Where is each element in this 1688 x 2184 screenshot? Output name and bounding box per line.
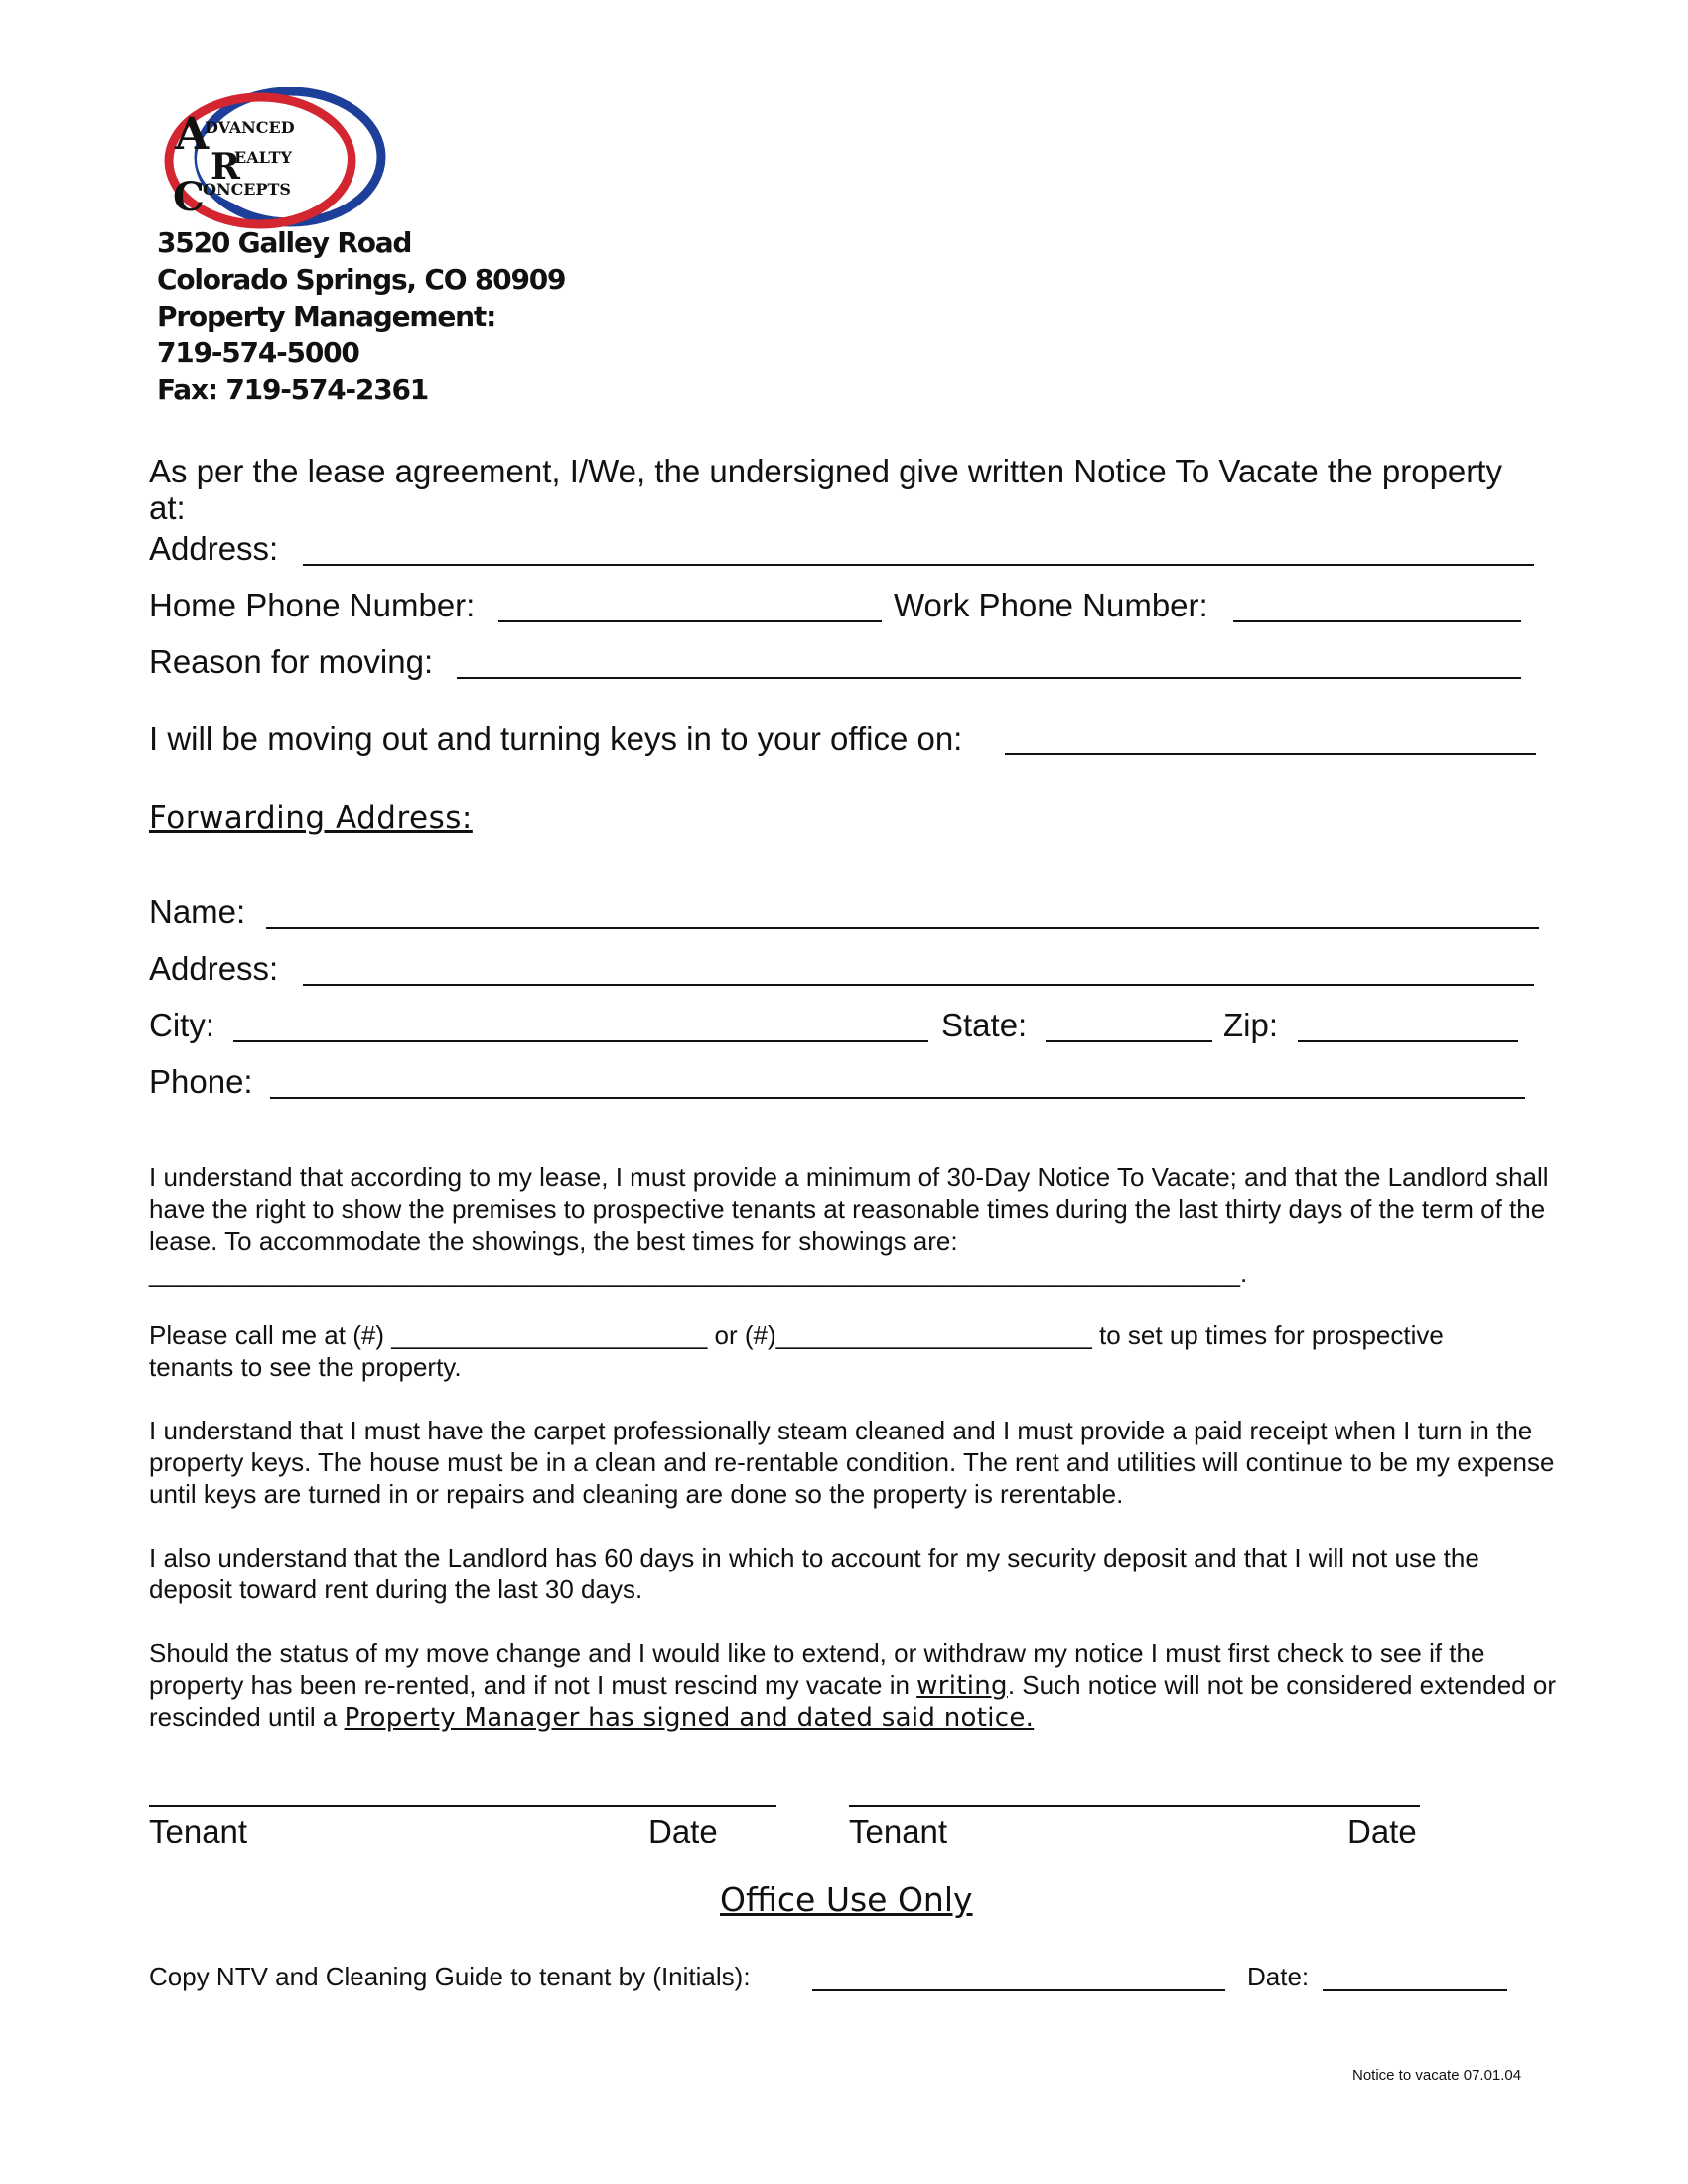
move-out-label: I will be moving out and turning keys in to your office on: [149, 720, 963, 756]
call-text-2: tenants to see the property. [149, 1352, 462, 1382]
svg-text:C: C [173, 174, 205, 220]
showing-paragraph [149, 1161, 1559, 1289]
company-street: 3520 Galley Road [157, 226, 412, 259]
reason-field[interactable] [457, 677, 1521, 679]
tenant2-signature-line[interactable] [849, 1805, 1420, 1807]
company-fax: Fax: 719-574-2361 [157, 373, 429, 406]
tenant1-label: Tenant [149, 1813, 248, 1849]
status-paragraph [149, 1637, 1559, 1734]
svg-text:DVANCED: DVANCED [205, 118, 295, 137]
fwd-zip-field[interactable] [1298, 1040, 1518, 1042]
home-phone-field[interactable] [498, 620, 882, 622]
tenant2-label: Tenant [849, 1813, 948, 1849]
company-city: Colorado Springs, CO 80909 [157, 263, 566, 296]
deposit-paragraph: I also understand that the Landlord has 60 days in which to account for my security deposit and that I will not use the deposit toward rent during the last 30 days. [149, 1543, 1479, 1604]
office-use-heading: Office Use Only [720, 1880, 973, 1919]
intro-text: As per the lease agreement, I/We, the undersigned give written Notice To Vacate the property at: [149, 453, 1502, 526]
address-field[interactable] [303, 564, 1534, 566]
fwd-phone-field[interactable] [270, 1097, 1525, 1099]
home-phone-label: Home Phone Number: [149, 587, 476, 623]
company-address [157, 224, 565, 408]
writing-underlined: writing [916, 1671, 1008, 1701]
fwd-name-field[interactable] [266, 927, 1539, 929]
status-text-a: Should the status of my move change and I would like to extend, or withdraw my notice I must first check to see if the property has been re-rented, and if not I must rescind my vacate in [149, 1638, 1485, 1700]
forwarding-heading: Forwarding Address: [149, 800, 473, 836]
fwd-zip-label: Zip: [1223, 1007, 1279, 1043]
work-phone-label: Work Phone Number: [894, 587, 1208, 623]
office-copy-label: Copy NTV and Cleaning Guide to tenant by (Initials): [149, 1962, 751, 1991]
call-text[interactable]: Please call me at (#) ______________________ or (#)______________________ to set up times for prospective [149, 1320, 1444, 1350]
move-out-date-field[interactable] [1005, 753, 1536, 755]
svg-text:ONCEPTS: ONCEPTS [203, 180, 291, 199]
fwd-state-label: State: [941, 1007, 1028, 1043]
showing-times-field[interactable]: ____________________________________________________________________________. [149, 1258, 1248, 1288]
status-text-b: . Such notice will not be considered extended or rescinded until a [149, 1670, 1556, 1732]
reason-label: Reason for moving: [149, 643, 434, 680]
fwd-name-label: Name: [149, 893, 246, 930]
showing-text: I understand that according to my lease, I must provide a minimum of 30-Day Notice To Vacate; and that the Landlord shall have the right to show the premises to prospective tenants at reasonable times during the last thirty days of the term of the lease. To accommodate the showings, the best times for showings are: [149, 1162, 1549, 1256]
company-dept: Property Management: [157, 300, 496, 333]
svg-text:EALTY: EALTY [234, 148, 292, 167]
work-phone-field[interactable] [1233, 620, 1521, 622]
office-date-field[interactable] [1323, 1989, 1507, 1991]
svg-text:A: A [175, 109, 210, 160]
svg-text:R: R [211, 146, 240, 188]
carpet-paragraph: I understand that I must have the carpet professionally steam cleaned and I must provide a paid receipt when I turn in the property keys. The house must be in a clean and re-rentable condition. The rent and utilities will continue to be my expense until keys are turned in or repairs and cleaning are done so the property is rerentable. [149, 1416, 1555, 1509]
company-logo [161, 87, 389, 234]
company-phone: 719-574-5000 [157, 337, 359, 369]
fwd-state-field[interactable] [1046, 1040, 1212, 1042]
office-date-label: Date: [1247, 1962, 1310, 1991]
date2-label: Date [1347, 1813, 1417, 1849]
fwd-city-label: City: [149, 1007, 214, 1043]
date1-label: Date [648, 1813, 718, 1849]
fwd-address-label: Address: [149, 950, 279, 987]
call-paragraph [149, 1319, 1559, 1383]
fwd-phone-label: Phone: [149, 1063, 253, 1100]
footer-version: Notice to vacate 07.01.04 [1352, 2067, 1522, 2084]
office-initials-field[interactable] [812, 1989, 1225, 1991]
tenant1-signature-line[interactable] [149, 1805, 776, 1807]
fwd-city-field[interactable] [233, 1040, 928, 1042]
manager-underlined: Property Manager has signed and dated said notice. [344, 1704, 1035, 1733]
fwd-address-field[interactable] [303, 984, 1534, 986]
address-label: Address: [149, 530, 279, 567]
